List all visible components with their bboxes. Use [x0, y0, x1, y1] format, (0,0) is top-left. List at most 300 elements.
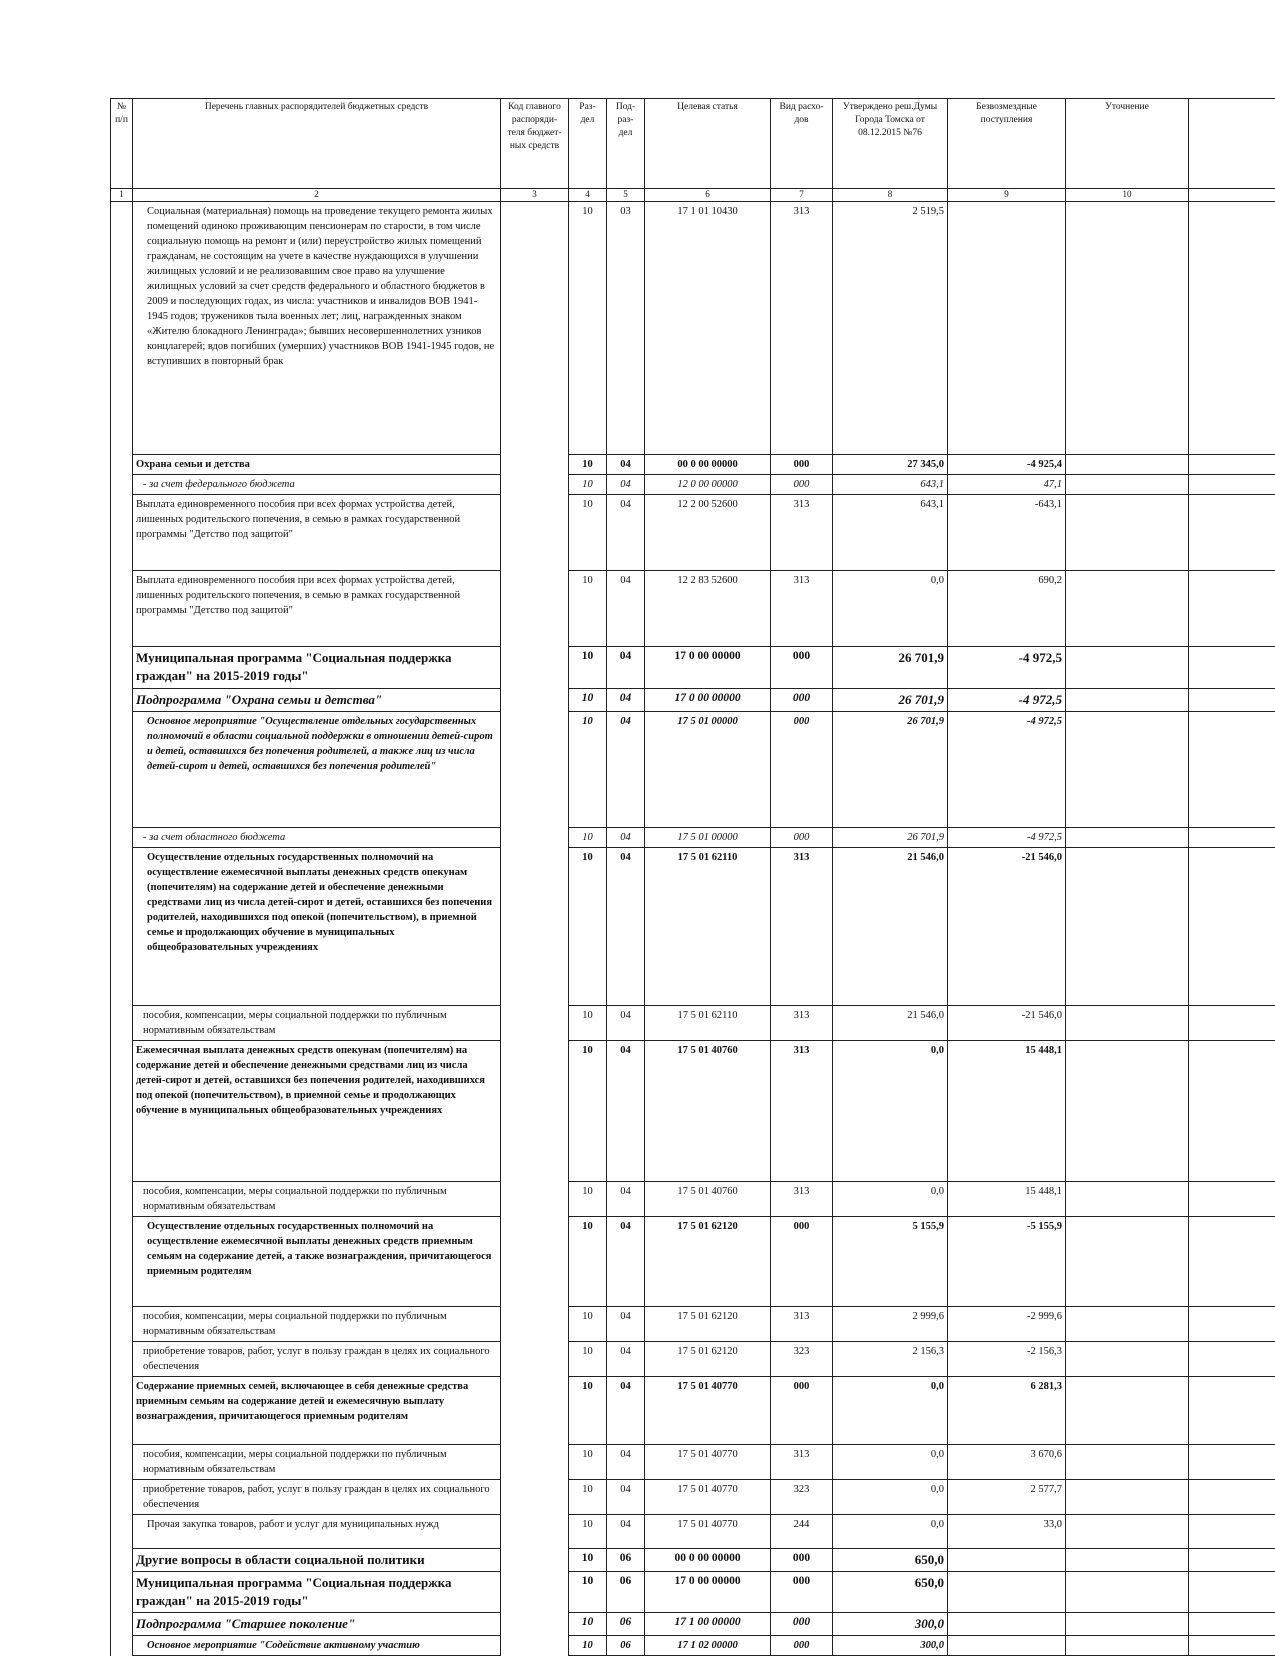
approved-amount-cell: 650,0 [833, 1549, 948, 1572]
row-name-cell: - за счет федерального бюджета [133, 475, 501, 495]
row-name-cell: Осуществление отдельных государственных полномочий на осуществление ежемесячной выплаты денежных средств опекунам (попечителям) на содержание детей и обеспечение денежными средствами лиц из числа детей-сирот и детей, оставшихся без попечения родителей, находившихся под опекой (попечительством), в приемной семье и продолжающих обучение в муниципальных общеобразовательных учреждениях [133, 848, 501, 1006]
manager-code-cell [501, 1572, 569, 1613]
clarification-cell [1066, 1377, 1189, 1445]
podrazdel-cell: 04 [607, 712, 645, 828]
table-row [111, 1307, 1275, 1342]
row-number-cell [111, 1445, 133, 1480]
row-number-cell [111, 1613, 133, 1636]
razdel-cell: 10 [569, 455, 607, 475]
clarification-cell [1066, 1217, 1189, 1307]
razdel-cell: 10 [569, 495, 607, 571]
target-article-cell: 17 5 01 40760 [645, 1041, 771, 1182]
target-article-cell: 17 0 00 00000 [645, 1572, 771, 1613]
column-number: 1 [111, 189, 133, 202]
expense-type-cell: 000 [771, 1572, 833, 1613]
extra-cell [1189, 495, 1275, 571]
grant-amount-cell: -4 972,5 [948, 647, 1066, 689]
row-number-cell [111, 1515, 133, 1549]
razdel-cell: 10 [569, 712, 607, 828]
approved-amount-cell: 21 546,0 [833, 848, 948, 1006]
row-name-cell: Основное мероприятие "Осуществление отдельных государственных полномочий в области социальной поддержки в отношении детей-сирот и детей, оставшихся без попечения родителей, а также лиц из числа детей-сирот и детей, оставшихся без попечения родителей" [133, 712, 501, 828]
manager-code-cell [501, 1515, 569, 1549]
approved-amount-cell: 21 546,0 [833, 1006, 948, 1041]
extra-cell [1189, 1217, 1275, 1307]
approved-amount-cell: 0,0 [833, 1182, 948, 1217]
manager-code-cell [501, 202, 569, 455]
extra-cell [1189, 1006, 1275, 1041]
approved-amount-cell: 643,1 [833, 495, 948, 571]
podrazdel-cell: 03 [607, 202, 645, 455]
table-row [111, 1445, 1275, 1480]
approved-amount-cell: 27 345,0 [833, 455, 948, 475]
grant-amount-cell: -5 155,9 [948, 1217, 1066, 1307]
table-row [111, 1572, 1275, 1613]
row-number-cell [111, 1377, 133, 1445]
grant-amount-cell: 33,0 [948, 1515, 1066, 1549]
podrazdel-cell: 06 [607, 1549, 645, 1572]
table-row [111, 455, 1275, 475]
header-cell: Под- раз- дел [607, 99, 645, 189]
grant-amount-cell: -2 999,6 [948, 1307, 1066, 1342]
podrazdel-cell: 06 [607, 1636, 645, 1656]
extra-cell [1189, 712, 1275, 828]
expense-type-cell: 313 [771, 848, 833, 1006]
extra-cell [1189, 1041, 1275, 1182]
clarification-cell [1066, 848, 1189, 1006]
extra-cell [1189, 1480, 1275, 1515]
razdel-cell: 10 [569, 1445, 607, 1480]
manager-code-cell [501, 1377, 569, 1445]
extra-cell [1189, 1549, 1275, 1572]
razdel-cell: 10 [569, 828, 607, 848]
podrazdel-cell: 04 [607, 1041, 645, 1182]
razdel-cell: 10 [569, 1041, 607, 1182]
approved-amount-cell: 2 156,3 [833, 1342, 948, 1377]
table-row [111, 647, 1275, 689]
expense-type-cell: 313 [771, 1006, 833, 1041]
podrazdel-cell: 04 [607, 828, 645, 848]
row-name-cell: Содержание приемных семей, включающее в себя денежные средства приемным семьям на содержание детей и ежемесячную выплату вознаграждения, причитающегося приемным родителям [133, 1377, 501, 1445]
podrazdel-cell: 04 [607, 1217, 645, 1307]
extra-cell [1189, 1572, 1275, 1613]
grant-amount-cell [948, 1613, 1066, 1636]
clarification-cell [1066, 571, 1189, 647]
approved-amount-cell: 2 519,5 [833, 202, 948, 455]
table-row [111, 1377, 1275, 1445]
row-number-cell [111, 202, 133, 455]
podrazdel-cell: 04 [607, 455, 645, 475]
clarification-cell [1066, 1636, 1189, 1656]
target-article-cell: 17 5 01 62120 [645, 1307, 771, 1342]
expense-type-cell: 000 [771, 1549, 833, 1572]
expense-type-cell: 313 [771, 202, 833, 455]
approved-amount-cell: 0,0 [833, 571, 948, 647]
grant-amount-cell: -21 546,0 [948, 1006, 1066, 1041]
target-article-cell: 17 5 01 00000 [645, 828, 771, 848]
row-name-cell: пособия, компенсации, меры социальной поддержки по публичным нормативным обязательствам [133, 1307, 501, 1342]
manager-code-cell [501, 647, 569, 689]
extra-cell [1189, 828, 1275, 848]
row-name-cell: Выплата единовременного пособия при всех формах устройства детей, лишенных родительского попечения, в семью в рамках государственной программы "Детство под защитой" [133, 571, 501, 647]
extra-cell [1189, 1342, 1275, 1377]
grant-amount-cell [948, 1636, 1066, 1656]
table-row [111, 1217, 1275, 1307]
grant-amount-cell: -4 925,4 [948, 455, 1066, 475]
approved-amount-cell: 26 701,9 [833, 689, 948, 712]
approved-amount-cell: 300,0 [833, 1613, 948, 1636]
razdel-cell: 10 [569, 1182, 607, 1217]
expense-type-cell: 000 [771, 689, 833, 712]
clarification-cell [1066, 202, 1189, 455]
approved-amount-cell: 26 701,9 [833, 647, 948, 689]
clarification-cell [1066, 1307, 1189, 1342]
podrazdel-cell: 04 [607, 571, 645, 647]
target-article-cell: 00 0 00 00000 [645, 1549, 771, 1572]
row-name-cell: - за счет областного бюджета [133, 828, 501, 848]
grant-amount-cell: 47,1 [948, 475, 1066, 495]
expense-type-cell: 000 [771, 475, 833, 495]
manager-code-cell [501, 828, 569, 848]
table-row [111, 848, 1275, 1006]
row-number-cell [111, 1636, 133, 1656]
row-number-cell [111, 475, 133, 495]
podrazdel-cell: 04 [607, 495, 645, 571]
podrazdel-cell: 04 [607, 848, 645, 1006]
column-number: 10 [1066, 189, 1189, 202]
manager-code-cell [501, 1182, 569, 1217]
razdel-cell: 10 [569, 1307, 607, 1342]
row-name-cell: пособия, компенсации, меры социальной поддержки по публичным нормативным обязательствам [133, 1006, 501, 1041]
row-name-cell: Подпрограмма "Охрана семьи и детства" [133, 689, 501, 712]
column-number-row [111, 189, 1275, 202]
budget-table [110, 98, 1275, 1656]
grant-amount-cell [948, 202, 1066, 455]
row-name-cell: Охрана семьи и детства [133, 455, 501, 475]
expense-type-cell: 000 [771, 1636, 833, 1656]
row-number-cell [111, 1480, 133, 1515]
row-number-cell [111, 1549, 133, 1572]
podrazdel-cell: 04 [607, 1182, 645, 1217]
approved-amount-cell: 0,0 [833, 1041, 948, 1182]
target-article-cell: 17 5 01 62120 [645, 1217, 771, 1307]
podrazdel-cell: 04 [607, 1307, 645, 1342]
razdel-cell: 10 [569, 475, 607, 495]
grant-amount-cell: 690,2 [948, 571, 1066, 647]
razdel-cell: 10 [569, 1006, 607, 1041]
row-name-cell: Ежемесячная выплата денежных средств опекунам (попечителям) на содержание детей и обеспечение денежными средствами лиц из числа детей-сирот и детей, оставшихся без попечения родителей, находившихся под опекой (попечительством), в приемной семье и продолжающих обучение в муниципальных общеобразовательных учреждениях [133, 1041, 501, 1182]
clarification-cell [1066, 647, 1189, 689]
clarification-cell [1066, 1515, 1189, 1549]
row-name-cell: приобретение товаров, работ, услуг в пользу граждан в целях их социального обеспечения [133, 1342, 501, 1377]
podrazdel-cell: 04 [607, 689, 645, 712]
grant-amount-cell: -643,1 [948, 495, 1066, 571]
target-article-cell: 17 0 00 00000 [645, 647, 771, 689]
table-row [111, 1613, 1275, 1636]
table-row [111, 202, 1275, 455]
target-article-cell: 17 5 01 00000 [645, 712, 771, 828]
budget-table-page [110, 98, 1275, 1656]
table-row [111, 571, 1275, 647]
column-number: 6 [645, 189, 771, 202]
table-row [111, 689, 1275, 712]
approved-amount-cell: 0,0 [833, 1377, 948, 1445]
target-article-cell: 17 5 01 40760 [645, 1182, 771, 1217]
extra-cell [1189, 1636, 1275, 1656]
clarification-cell [1066, 828, 1189, 848]
row-name-cell: Прочая закупка товаров, работ и услуг для муниципальных нужд [133, 1515, 501, 1549]
target-article-cell: 17 1 00 00000 [645, 1613, 771, 1636]
manager-code-cell [501, 571, 569, 647]
podrazdel-cell: 04 [607, 647, 645, 689]
row-number-cell [111, 1182, 133, 1217]
clarification-cell [1066, 455, 1189, 475]
podrazdel-cell: 04 [607, 1445, 645, 1480]
manager-code-cell [501, 1217, 569, 1307]
manager-code-cell [501, 1342, 569, 1377]
expense-type-cell: 313 [771, 571, 833, 647]
expense-type-cell: 313 [771, 1041, 833, 1182]
approved-amount-cell: 0,0 [833, 1480, 948, 1515]
table-row [111, 1342, 1275, 1377]
expense-type-cell: 313 [771, 1182, 833, 1217]
target-article-cell: 12 2 83 52600 [645, 571, 771, 647]
row-number-cell [111, 848, 133, 1006]
header-cell: Вид расхо- дов [771, 99, 833, 189]
clarification-cell [1066, 1445, 1189, 1480]
column-number [1189, 189, 1275, 202]
row-number-cell [111, 455, 133, 475]
table-row [111, 1480, 1275, 1515]
expense-type-cell: 000 [771, 1217, 833, 1307]
header-cell: Безвозмездные поступления [948, 99, 1066, 189]
column-number: 5 [607, 189, 645, 202]
row-number-cell [111, 828, 133, 848]
target-article-cell: 17 5 01 62120 [645, 1342, 771, 1377]
table-row [111, 1515, 1275, 1549]
extra-cell [1189, 475, 1275, 495]
extra-cell [1189, 571, 1275, 647]
expense-type-cell: 313 [771, 1445, 833, 1480]
extra-cell [1189, 1613, 1275, 1636]
row-name-cell: Выплата единовременного пособия при всех формах устройства детей, лишенных родительского попечения, в семью в рамках государственной программы "Детство под защитой" [133, 495, 501, 571]
extra-cell [1189, 689, 1275, 712]
row-number-cell [111, 1006, 133, 1041]
clarification-cell [1066, 712, 1189, 828]
row-number-cell [111, 571, 133, 647]
row-number-cell [111, 1041, 133, 1182]
razdel-cell: 10 [569, 647, 607, 689]
expense-type-cell: 313 [771, 495, 833, 571]
grant-amount-cell: 6 281,3 [948, 1377, 1066, 1445]
grant-amount-cell: 15 448,1 [948, 1041, 1066, 1182]
podrazdel-cell: 04 [607, 475, 645, 495]
manager-code-cell [501, 475, 569, 495]
extra-cell [1189, 202, 1275, 455]
manager-code-cell [501, 455, 569, 475]
expense-type-cell: 313 [771, 1307, 833, 1342]
expense-type-cell: 000 [771, 1613, 833, 1636]
column-number: 8 [833, 189, 948, 202]
expense-type-cell: 323 [771, 1342, 833, 1377]
grant-amount-cell: 15 448,1 [948, 1182, 1066, 1217]
table-row [111, 1006, 1275, 1041]
clarification-cell [1066, 1480, 1189, 1515]
header-cell: Уточнение [1066, 99, 1189, 189]
table-row [111, 1636, 1275, 1656]
manager-code-cell [501, 1549, 569, 1572]
razdel-cell: 10 [569, 202, 607, 455]
header-cell: Целевая статья [645, 99, 771, 189]
razdel-cell: 10 [569, 689, 607, 712]
target-article-cell: 17 1 02 00000 [645, 1636, 771, 1656]
expense-type-cell: 000 [771, 828, 833, 848]
expense-type-cell: 000 [771, 1377, 833, 1445]
podrazdel-cell: 04 [607, 1515, 645, 1549]
podrazdel-cell: 04 [607, 1342, 645, 1377]
clarification-cell [1066, 1342, 1189, 1377]
column-number: 4 [569, 189, 607, 202]
expense-type-cell: 000 [771, 647, 833, 689]
podrazdel-cell: 06 [607, 1613, 645, 1636]
clarification-cell [1066, 1041, 1189, 1182]
approved-amount-cell: 643,1 [833, 475, 948, 495]
grant-amount-cell: -21 546,0 [948, 848, 1066, 1006]
row-number-cell [111, 689, 133, 712]
clarification-cell [1066, 1182, 1189, 1217]
target-article-cell: 17 5 01 62110 [645, 1006, 771, 1041]
column-number: 7 [771, 189, 833, 202]
row-name-cell: Муниципальная программа "Социальная поддержка граждан" на 2015-2019 годы" [133, 647, 501, 689]
expense-type-cell: 000 [771, 712, 833, 828]
target-article-cell: 17 5 01 40770 [645, 1445, 771, 1480]
row-number-cell [111, 1217, 133, 1307]
clarification-cell [1066, 689, 1189, 712]
expense-type-cell: 323 [771, 1480, 833, 1515]
row-number-cell [111, 495, 133, 571]
razdel-cell: 10 [569, 1217, 607, 1307]
approved-amount-cell: 5 155,9 [833, 1217, 948, 1307]
header-row [111, 99, 1275, 189]
razdel-cell: 10 [569, 1480, 607, 1515]
row-number-cell [111, 1342, 133, 1377]
manager-code-cell [501, 1613, 569, 1636]
extra-cell [1189, 647, 1275, 689]
table-row [111, 1182, 1275, 1217]
extra-cell [1189, 1307, 1275, 1342]
extra-cell [1189, 1445, 1275, 1480]
clarification-cell [1066, 1572, 1189, 1613]
manager-code-cell [501, 848, 569, 1006]
target-article-cell: 12 0 00 00000 [645, 475, 771, 495]
row-name-cell: Другие вопросы в области социальной политики [133, 1549, 501, 1572]
approved-amount-cell: 0,0 [833, 1515, 948, 1549]
approved-amount-cell: 650,0 [833, 1572, 948, 1613]
clarification-cell [1066, 1549, 1189, 1572]
approved-amount-cell: 0,0 [833, 1445, 948, 1480]
grant-amount-cell [948, 1572, 1066, 1613]
razdel-cell: 10 [569, 1572, 607, 1613]
header-cell: № п/п [111, 99, 133, 189]
table-row [111, 712, 1275, 828]
clarification-cell [1066, 495, 1189, 571]
grant-amount-cell: 3 670,6 [948, 1445, 1066, 1480]
podrazdel-cell: 06 [607, 1572, 645, 1613]
podrazdel-cell: 04 [607, 1377, 645, 1445]
row-name-cell: Осуществление отдельных государственных полномочий на осуществление ежемесячной выплаты денежных средств приемным семьям на содержание детей, а также вознаграждения, причитающегося приемным родителям [133, 1217, 501, 1307]
target-article-cell: 17 5 01 62110 [645, 848, 771, 1006]
row-name-cell: пособия, компенсации, меры социальной поддержки по публичным нормативным обязательствам [133, 1182, 501, 1217]
clarification-cell [1066, 1006, 1189, 1041]
approved-amount-cell: 26 701,9 [833, 712, 948, 828]
grant-amount-cell: 2 577,7 [948, 1480, 1066, 1515]
row-name-cell: пособия, компенсации, меры социальной поддержки по публичным нормативным обязательствам [133, 1445, 501, 1480]
extra-cell [1189, 1377, 1275, 1445]
expense-type-cell: 244 [771, 1515, 833, 1549]
razdel-cell: 10 [569, 1515, 607, 1549]
razdel-cell: 10 [569, 1342, 607, 1377]
manager-code-cell [501, 1041, 569, 1182]
row-name-cell: приобретение товаров, работ, услуг в пользу граждан в целях их социального обеспечения [133, 1480, 501, 1515]
manager-code-cell [501, 1480, 569, 1515]
manager-code-cell [501, 1445, 569, 1480]
row-name-cell: Социальная (материальная) помощь на проведение текущего ремонта жилых помещений одиноко проживающим пенсионерам по старости, в том числе социальную помощь на ремонт и (или) переустройство жилых помещений гражданам, не состоящим на учете в качестве нуждающихся в улучшении жилищных условий и не реализовавшим свое право на улучшение жилищных условий за счет средств федерального и областного бюджетов в 2009 и последующих годах, из числа: участников и инвалидов ВОВ 1941-1945 годов; тружеников тыла военных лет; лиц, награжденных знаком «Жителю блокадного Ленинграда»; бывших несовершеннолетних узников концлагерей; вдов погибших (умерших) участников ВОВ 1941-1945 годов, не вступивших в повторный брак [133, 202, 501, 455]
expense-type-cell: 000 [771, 455, 833, 475]
clarification-cell [1066, 475, 1189, 495]
approved-amount-cell: 300,0 [833, 1636, 948, 1656]
row-number-cell [111, 1307, 133, 1342]
row-name-cell: Подпрограмма "Старшее поколение" [133, 1613, 501, 1636]
target-article-cell: 17 5 01 40770 [645, 1480, 771, 1515]
manager-code-cell [501, 1307, 569, 1342]
target-article-cell: 17 5 01 40770 [645, 1377, 771, 1445]
razdel-cell: 10 [569, 571, 607, 647]
razdel-cell: 10 [569, 1377, 607, 1445]
extra-cell [1189, 1515, 1275, 1549]
table-row [111, 828, 1275, 848]
table-row [111, 1549, 1275, 1572]
clarification-cell [1066, 1613, 1189, 1636]
razdel-cell: 10 [569, 1549, 607, 1572]
row-number-cell [111, 712, 133, 828]
target-article-cell: 00 0 00 00000 [645, 455, 771, 475]
header-cell: Раз- дел [569, 99, 607, 189]
razdel-cell: 10 [569, 1636, 607, 1656]
target-article-cell: 17 5 01 40770 [645, 1515, 771, 1549]
approved-amount-cell: 2 999,6 [833, 1307, 948, 1342]
column-number: 3 [501, 189, 569, 202]
target-article-cell: 12 2 00 52600 [645, 495, 771, 571]
manager-code-cell [501, 712, 569, 828]
header-cell: Перечень главных распорядителей бюджетных средств [133, 99, 501, 189]
podrazdel-cell: 04 [607, 1480, 645, 1515]
razdel-cell: 10 [569, 1613, 607, 1636]
grant-amount-cell [948, 1549, 1066, 1572]
column-number: 2 [133, 189, 501, 202]
manager-code-cell [501, 495, 569, 571]
extra-cell [1189, 848, 1275, 1006]
grant-amount-cell: -4 972,5 [948, 828, 1066, 848]
table-row [111, 475, 1275, 495]
header-cell [1189, 99, 1275, 189]
grant-amount-cell: -4 972,5 [948, 689, 1066, 712]
row-name-cell: Основное мероприятие "Содействие активному участию [133, 1636, 501, 1656]
target-article-cell: 17 0 00 00000 [645, 689, 771, 712]
row-number-cell [111, 1572, 133, 1613]
header-cell: Код главного распоряди- теля бюджет- ных средств [501, 99, 569, 189]
header-cell: Утверждено реш.Думы Города Томска от 08.12.2015 №76 [833, 99, 948, 189]
manager-code-cell [501, 689, 569, 712]
extra-cell [1189, 1182, 1275, 1217]
